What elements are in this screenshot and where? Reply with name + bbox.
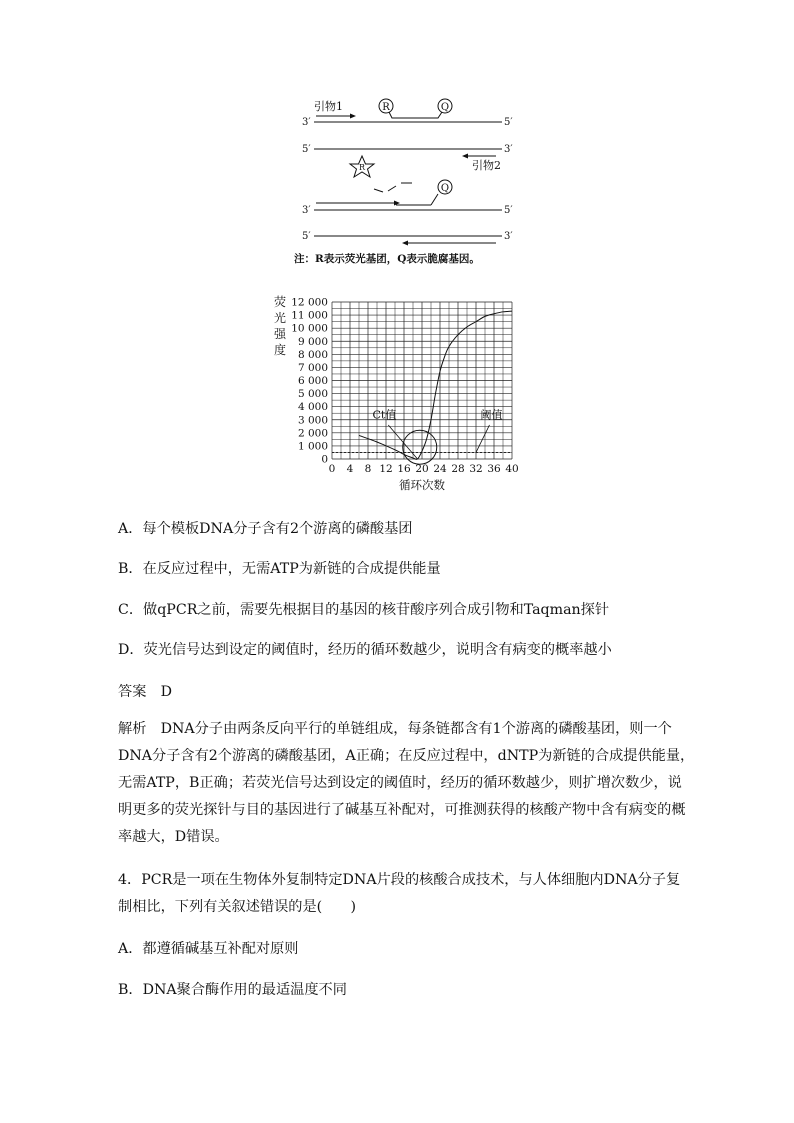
strand-end-label: 5′ <box>302 144 311 155</box>
threshold-annotation: 阈值 <box>480 408 503 422</box>
x-tick-label: 28 <box>451 463 465 475</box>
ct-annotation: Ct值 <box>372 408 397 422</box>
x-tick-label: 4 <box>346 463 354 475</box>
x-axis-label: 循环次数 <box>399 478 445 492</box>
y-tick-label: 3 000 <box>297 414 328 427</box>
y-axis-label-char: 度 <box>273 343 287 357</box>
taqman-probe <box>389 112 442 118</box>
primer1-arrowhead <box>350 114 356 119</box>
option-c: C．做qPCR之前，需要先根据目的基因的核苷酸序列合成引物和Taqman探针 <box>118 602 610 618</box>
dna-probe-diagram <box>290 92 530 272</box>
threshold-pointer <box>476 425 490 452</box>
strand-end-label: 3′ <box>302 205 311 216</box>
y-tick-label: 10 000 <box>291 322 328 335</box>
q-label: Q <box>440 102 450 113</box>
probe-remainder <box>431 194 438 205</box>
y-tick-label: 6 000 <box>297 375 328 387</box>
y-tick-label: 12 000 <box>291 296 328 309</box>
y-axis-label-char: 光 <box>273 311 287 325</box>
strand-end-label: 3′ <box>302 117 311 128</box>
primer1-label: 引物1 <box>314 100 343 113</box>
fluorescence-chart <box>268 292 528 504</box>
x-tick-label: 16 <box>397 463 411 475</box>
y-tick-label: 5 000 <box>297 388 328 401</box>
x-tick-label: 20 <box>415 463 429 475</box>
analysis-line: 明更多的荧光探针与目的基因进行了碱基互补配对，可推测获得的核酸产物中含有病变的概 <box>118 802 686 818</box>
primer2-label: 引物2 <box>472 159 501 172</box>
strand-end-label: 5′ <box>504 205 513 216</box>
question-4-line: 制相比，下列有关叙述错误的是( ) <box>118 899 357 915</box>
option-b: B．在反应过程中，无需ATP为新链的合成提供能量 <box>118 561 441 577</box>
analysis-line: DNA分子含有2个游离的磷酸基团，A正确；在反应过程中，dNTP为新链的合成提供能量， <box>118 748 695 764</box>
analysis-line: 率越大，D错误。 <box>118 829 229 845</box>
extending-arrowhead-2 <box>402 241 408 246</box>
analysis <box>118 716 695 851</box>
probe-fragment <box>374 189 383 192</box>
probe-fragment <box>388 186 396 191</box>
strand-end-label: 3′ <box>504 231 513 242</box>
answer: 答案 D <box>118 684 172 700</box>
figure-note: 注：R表示荧光基团，Q表示脆腐基因。 <box>294 253 480 265</box>
x-tick-label: 12 <box>379 463 393 475</box>
question-4-line: 4．PCR是一项在生物体外复制特定DNA片段的核酸合成技术，与人体细胞内DNA分子复 <box>118 872 681 888</box>
analysis-line: 无需ATP，B正确；若荧光信号达到设定的阈值时，经历的循环数越少，则扩增次数少，说 <box>118 775 682 791</box>
strand-end-label: 3′ <box>504 144 513 155</box>
y-tick-label: 7 000 <box>297 361 328 374</box>
y-tick-labels <box>291 297 328 466</box>
x-tick-label: 0 <box>328 463 336 475</box>
x-tick-labels <box>329 463 519 475</box>
x-tick-label: 40 <box>505 463 519 475</box>
analysis-line: 解析 DNA分子由两条反向平行的单链组成，每条链都含有1个游离的磷酸基团，则一个 <box>118 721 672 737</box>
y-axis-label-char: 荧 <box>273 295 287 309</box>
y-tick-label: 0 <box>321 453 328 466</box>
question-4 <box>118 867 681 921</box>
strand-end-label: 5′ <box>504 117 513 128</box>
question-4-option-a: A．都遵循碱基互补配对原则 <box>118 941 299 957</box>
q-label: Q <box>440 183 450 194</box>
y-tick-label: 1 000 <box>297 440 328 453</box>
primer2-arrowhead <box>462 154 468 159</box>
y-tick-label: 11 000 <box>291 309 328 322</box>
fluorescence-curve <box>359 311 512 459</box>
option-d: D．荧光信号达到设定的阈值时，经历的循环数越少，说明含有病变的概率越小 <box>118 642 612 658</box>
r-label: R <box>358 163 366 172</box>
option-a: A．每个模板DNA分子含有2个游离的磷酸基团 <box>118 521 413 537</box>
y-tick-label: 2 000 <box>297 427 328 440</box>
y-tick-label: 4 000 <box>297 401 328 414</box>
y-axis-label <box>274 295 287 357</box>
strand-end-label: 5′ <box>302 231 311 242</box>
x-tick-label: 32 <box>469 463 483 475</box>
x-tick-label: 36 <box>487 463 501 475</box>
y-tick-label: 8 000 <box>297 348 328 361</box>
x-tick-label: 8 <box>364 463 372 475</box>
y-tick-label: 9 000 <box>297 335 328 348</box>
x-tick-label: 24 <box>433 463 447 475</box>
y-axis-label-char: 强 <box>273 327 287 341</box>
r-label: R <box>382 102 390 113</box>
question-4-option-b: B．DNA聚合酶作用的最适温度不同 <box>118 982 347 998</box>
